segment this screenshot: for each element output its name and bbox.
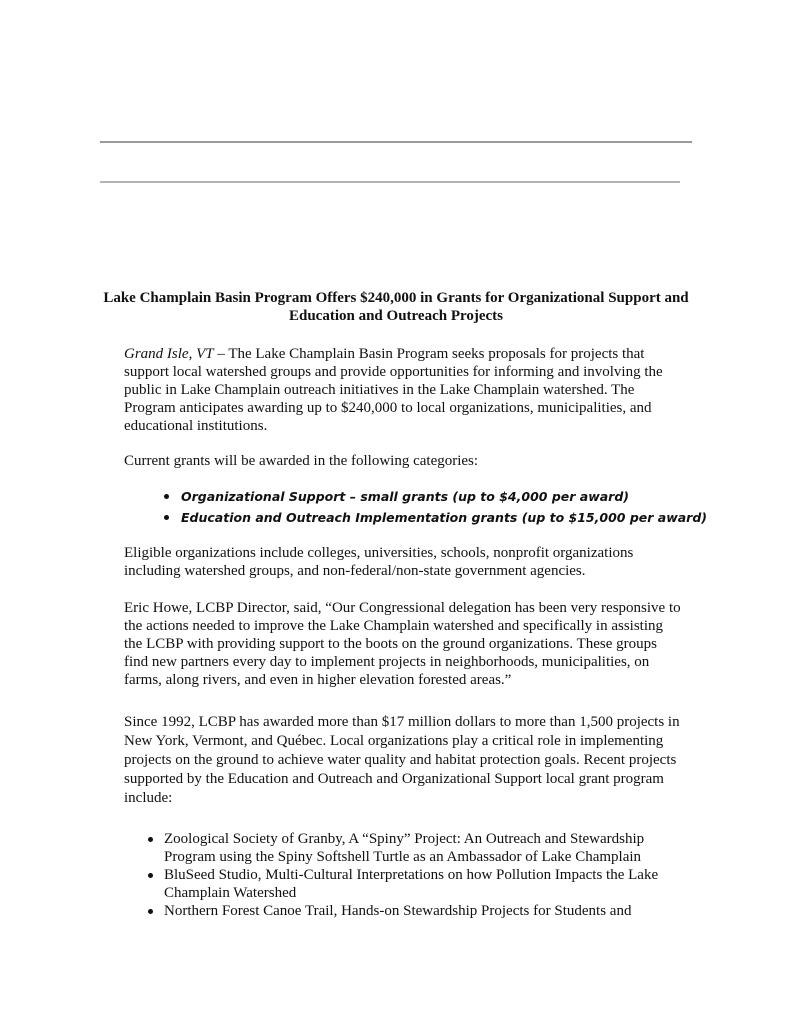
grant-category-item: Education and Outreach Implementation grants (up to $15,000 per award) xyxy=(164,507,707,528)
grant-category-item: Organizational Support – small grants (up to $4,000 per award) xyxy=(164,486,707,507)
document-title: Lake Champlain Basin Program Offers $240,000 in Grants for Organizational Support and Education and Outreach Projects xyxy=(103,290,689,324)
dateline: Grand Isle, VT xyxy=(124,346,214,362)
history-paragraph: Since 1992, LCBP has awarded more than $17 million dollars to more than 1,500 projects in New York, Vermont, and Québec. Local organizations play a critical role in implementing projects on the ground to achieve water quality and habitat protection goals. Recent projects supported by the Education and Outreach and Organizational Support local grant program include: xyxy=(124,714,680,806)
project-item: Zoological Society of Granby, A “Spiny” Project: An Outreach and Stewardship Program using the Spiny Softshell Turtle as an Ambassador of Lake Champlain xyxy=(148,830,668,866)
categories-lead: Current grants will be awarded in the following categories: xyxy=(124,453,479,469)
eligibility-paragraph: Eligible organizations include colleges, universities, schools, nonprofit organizations including watershed groups, and non-federal/non-state government agencies. xyxy=(124,545,634,579)
grant-categories-list xyxy=(164,486,707,528)
intro-text: – The Lake Champlain Basin Program seeks proposals for projects that support local watershed groups and provide opportunities for informing and involving the public in Lake Champlain outreach initiatives in the Lake Champlain watershed. The Program anticipates awarding up to $240,000 to local organizations, municipalities, and educational institutions. xyxy=(124,346,663,434)
intro-paragraph xyxy=(124,345,684,435)
director-quote-paragraph: Eric Howe, LCBP Director, said, “Our Congressional delegation has been very responsive to the actions needed to improve the Lake Champlain watershed and specifically in assisting the LCBP with providing support to the boots on the ground organizations. These groups find new partners every day to implement projects in neighborhoods, municipalities, on farms, along rivers, and even in higher elevation forested areas.” xyxy=(124,600,681,688)
recent-projects-list xyxy=(148,830,668,920)
header-rule-bottom xyxy=(100,181,680,183)
header-rule-top xyxy=(100,141,692,143)
project-item: BluSeed Studio, Multi-Cultural Interpretations on how Pollution Impacts the Lake Champlain Watershed xyxy=(148,866,668,902)
project-item: Northern Forest Canoe Trail, Hands-on Stewardship Projects for Students and xyxy=(148,902,668,920)
